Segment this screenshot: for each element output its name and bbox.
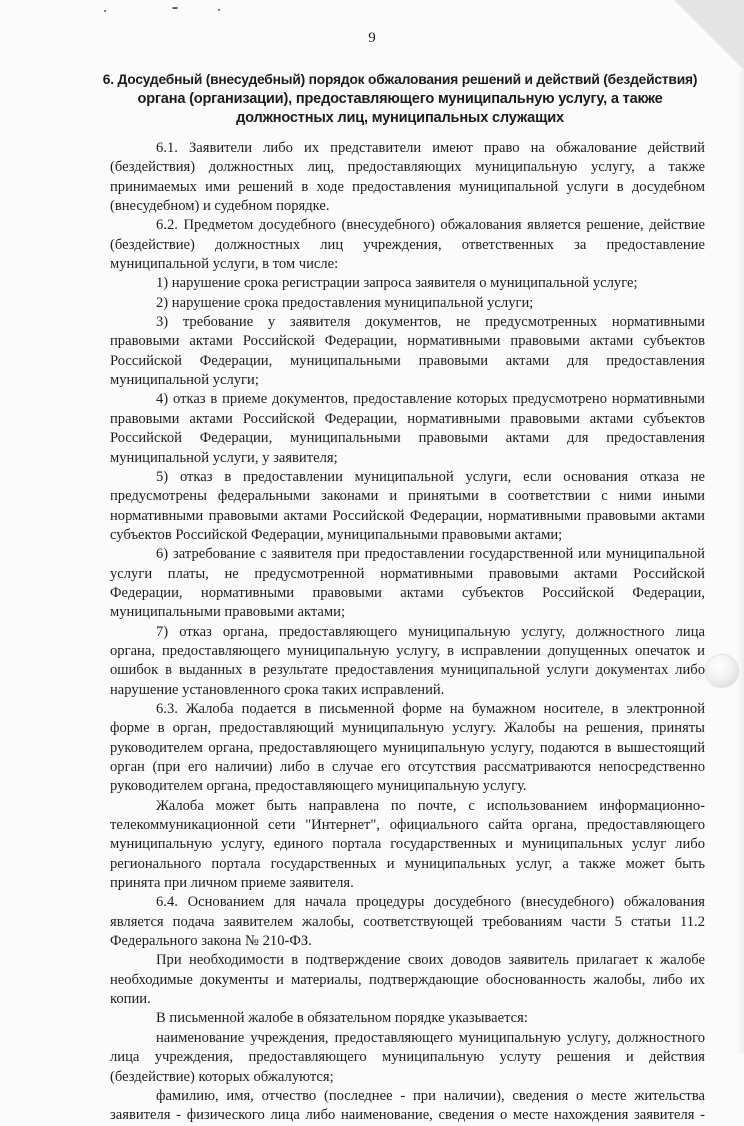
text-line: правовыми актами Российской Федерации, нормативными правовыми актами субъектов — [110, 410, 705, 427]
text-line: услуги платы, не предусмотренной нормативными правовыми актами Российской — [110, 565, 705, 582]
text-line: регионального портала государственных и муниципальных услуг, а также может быть — [110, 855, 705, 872]
text-line: нормативными правовыми актами Российской Федерации, нормативными правовыми актами — [110, 507, 705, 524]
text-line: 6.1. Заявители либо их представители имеют право на обжалование действий — [156, 140, 705, 156]
text-line: (бездействие) должностных лиц учреждения, ответственных за предоставление — [110, 236, 705, 253]
text-line: 6.3. Жалоба подается в письменной форме на бумажном носителе, в электронной — [156, 700, 705, 717]
text-line: Жалоба может быть направлена по почте, с использованием информационно- — [156, 797, 705, 814]
text-line: 6) затребование с заявителя при предоставлении государственной или муниципальной — [156, 546, 705, 563]
page-number: 9 — [368, 30, 376, 46]
text-line: принимаемых ими решений в ходе предоставления муниципальной услуги в досудебном — [110, 178, 705, 195]
text-line: 6.4. Основанием для начала процедуры досудебного (внесудебного) обжалования — [156, 894, 705, 911]
text-line: орган (при его наличии) либо в случае его отсутствия рассматриваются непосредственно — [110, 759, 705, 775]
text-line: лица учреждения, предоставляющего муниципальную услуту решения и действия — [110, 1049, 705, 1066]
text-line: Федерального закона № 210-ФЗ. — [110, 933, 312, 950]
text-line: органа, предоставляющего муниципальную услугу, в исправлении допущенных опечаток и — [110, 642, 705, 659]
text-line: является подача заявителем жалобы, соответствующей требованиям части 5 статьи 11.2 — [110, 913, 705, 930]
scan-speck — [172, 7, 178, 9]
text-line: 5) отказ в предоставлении муниципальной услуги, если основания отказа не — [156, 468, 705, 485]
text-line: необходимые документы и материалы, подтверждающие обоснованность жалобы, либо их — [110, 971, 705, 988]
text-line: фамилию, имя, отчество (последнее - при наличии), сведения о месте жительства — [156, 1087, 705, 1104]
text-line: муниципальную услугу, единого портала государственных и муниципальных услуг либо — [110, 836, 705, 853]
text-line: муниципальной услуги; — [110, 372, 259, 389]
text-line: Федерации, нормативными правовыми актами субъектов Российской Федерации, — [110, 584, 705, 601]
punch-hole — [706, 655, 738, 687]
text-line: 7) отказ органа, предоставляющего муниципальную услугу, должностного лица — [156, 623, 705, 640]
text-line: 6.2. Предметом досудебного (внесудебного) обжалования является решение, действие — [156, 217, 705, 234]
text-line: При необходимости в подтверждение своих доводов заявитель прилагает к жалобе — [156, 952, 705, 969]
text-line: копии. — [110, 991, 151, 1008]
text-line: принята при личном приеме заявителя. — [110, 875, 354, 892]
text-line: руководителем органа, предоставляющего муниципальную услугу. — [110, 778, 527, 795]
page-edge-shadow — [736, 70, 744, 1053]
text-line: (внесудебном) и судебном порядке. — [110, 198, 330, 215]
text-line: (бездействие) которых обжалуются; — [110, 1068, 334, 1085]
text-line: предусмотрены федеральными законами и принятыми в соответствии с ними иными — [110, 488, 705, 505]
text-line: форме в орган, предоставляющий муниципальную услугу. Жалобы на решения, приняты — [110, 720, 705, 737]
text-line: муниципальной услуги, в том числе: — [110, 256, 339, 273]
text-line: телекоммуникационной сети "Интернет", официального сайта органа, предоставляющего — [110, 817, 705, 834]
text-line: 4) отказ в приеме документов, предоставление которых предусмотрено нормативными — [156, 391, 705, 408]
text-line: Российской Федерации, муниципальными правовыми актами для предоставления — [110, 430, 705, 447]
text-line: субъектов Российской Федерации, муниципальными правовыми актами; — [110, 526, 563, 543]
text-line: 1) нарушение срока регистрации запроса заявителя о муниципальной услуге; — [156, 275, 638, 292]
scan-speck — [104, 10, 106, 12]
text-line: 3) требование у заявителя документов, не предусмотренных нормативными — [156, 314, 705, 331]
heading-line: 6. Досудебный (внесудебный) порядок обжалования решений и действий (бездействия) — [102, 72, 698, 87]
text-line: В письменной жалобе в обязательном порядке указывается: — [156, 1010, 528, 1027]
text-line: заявителя - физического лица либо наименование, сведения о месте нахождения заявителя - — [110, 1107, 705, 1124]
text-line: ошибок в выданных в результате предоставления муниципальной услуги документах либо — [110, 662, 705, 679]
text-line: муниципальной услуги, у заявителя; — [110, 449, 338, 466]
text-line: правовыми актами Российской Федерации, нормативными правовыми актами субъектов — [110, 333, 705, 350]
text-line: руководителем органа, предоставляющего муниципальную услугу, подаются в вышестоящий — [110, 739, 705, 756]
section-heading — [100, 70, 700, 129]
text-line: Российской Федерации, муниципальными правовыми актами для предоставления — [110, 352, 705, 369]
heading-line: должностных лиц, муниципальных служащих — [236, 110, 564, 126]
heading-line: органа (организации), предоставляющего муниципальную услугу, а также — [137, 90, 663, 107]
text-line: (бездействия) должностных лиц, предоставляющих муниципальную услугу, а также — [110, 159, 705, 176]
text-line: наименование учреждения, предоставляющего муниципальную услугу, должностного — [156, 1029, 705, 1046]
scan-speck — [218, 9, 220, 11]
text-line: муниципальными правовыми актами; — [110, 604, 346, 621]
text-line: 2) нарушение срока предоставления муниципальной услуги; — [156, 294, 534, 311]
text-line: нарушение установленного срока таких исправлений. — [110, 681, 445, 698]
body-text — [110, 139, 705, 1126]
